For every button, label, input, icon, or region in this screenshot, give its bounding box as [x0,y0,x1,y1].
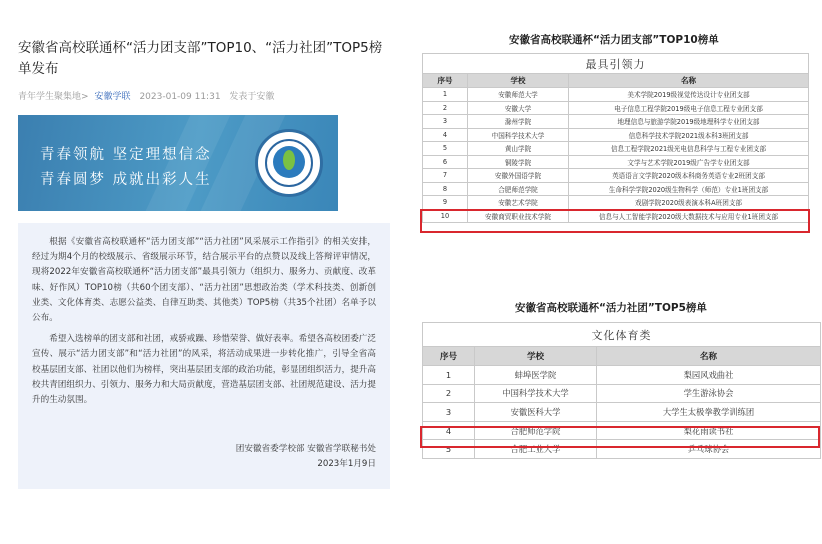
school-cell: 安徽外国语学院 [468,169,569,183]
table2-category: 文化体育类 [423,323,821,347]
name-cell: 文学与艺术学院2019级广告学专业团支部 [569,155,809,169]
name-cell: 电子信息工程学院2019级电子信息工程专业团支部 [569,101,809,115]
rank-cell: 4 [423,421,475,440]
breadcrumb-link[interactable]: 青年学生聚集地> [18,92,89,102]
name-cell: 生命科学学院2020级生物科学（师范）专业1班团支部 [569,182,809,196]
announcement-box [18,223,390,489]
name-cell: 大学生太极拳教学训练团 [597,403,821,422]
school-cell: 安徽师范大学 [468,88,569,102]
table2-header-school: 学校 [475,347,597,366]
rank-cell: 7 [423,169,468,183]
name-cell: 信息科学技术学院2021级本科3班团支部 [569,128,809,142]
name-cell: 英语语言文学院2020级本科商务英语专业2班团支部 [569,169,809,183]
article-header [18,38,392,102]
table-row [423,440,821,459]
club-top5-table [422,322,821,459]
name-cell: 乒乓球协会 [597,440,821,459]
name-cell: 信息工程学院2021级光电信息科学与工程专业团支部 [569,142,809,156]
table-row [423,142,809,156]
publish-location: 发表于安徽 [229,92,275,102]
publish-datetime: 2023-01-09 11:31 [139,92,221,102]
table-row [423,169,809,183]
table-row [423,196,809,210]
rank-cell: 3 [423,115,468,129]
issuing-organizations: 团安徽省委学校部 安徽省学联秘书处 [235,444,376,454]
rank-cell: 2 [423,101,468,115]
school-cell: 合肥师范学院 [475,421,597,440]
name-cell: 地理信息与旅游学院2019级地理科学专业团支部 [569,115,809,129]
banner-slogan-2: 青春圆梦 成就出彩人生 [40,172,212,188]
table-row [423,209,809,223]
table-row [423,421,821,440]
table-row [423,155,809,169]
table-row [423,88,809,102]
rank-cell: 1 [423,88,468,102]
school-cell: 黄山学院 [468,142,569,156]
name-cell: 梨园风戏曲社 [597,366,821,385]
name-cell: 信息与人工智能学院2020级大数据技术与应用专业1班团支部 [569,209,809,223]
rank-cell: 5 [423,142,468,156]
rank-cell: 1 [423,366,475,385]
table-row [423,182,809,196]
table-row [423,115,809,129]
banner-slogan-1: 青春领航 坚定理想信念 [40,147,212,163]
school-cell: 铜陵学院 [468,155,569,169]
name-cell: 学生游泳协会 [597,384,821,403]
rank-cell: 9 [423,196,468,210]
issue-date: 2023年1月9日 [317,459,376,469]
school-cell: 中国科学技术大学 [468,128,569,142]
table-row [423,366,821,385]
table2-title: 安徽省高校联通杯“活力社团”TOP5榜单 [515,302,707,314]
school-cell: 中国科学技术大学 [475,384,597,403]
table1-header-school: 学校 [468,74,569,88]
name-cell: 美术学院2019级视觉传达设计专业团支部 [569,88,809,102]
school-cell: 安徽商贸职业技术学院 [468,209,569,223]
rank-cell: 8 [423,182,468,196]
school-cell: 安徽大学 [468,101,569,115]
table2-header-name: 名称 [597,347,821,366]
table-row [423,403,821,422]
table1-category: 最具引领力 [423,54,809,74]
rank-cell: 10 [423,209,468,223]
table1-header-no: 序号 [423,74,468,88]
school-cell: 合肥工业大学 [475,440,597,459]
school-cell: 滁州学院 [468,115,569,129]
table-row [423,128,809,142]
school-cell: 安徽医科大学 [475,403,597,422]
school-cell: 安徽艺术学院 [468,196,569,210]
branch-top10-table [422,53,809,223]
rank-cell: 5 [423,440,475,459]
rank-cell: 4 [423,128,468,142]
name-cell: 戏剧学院2020级表演本科A班团支部 [569,196,809,210]
announcement-paragraph-1: 根据《安徽省高校联通杯“活力团支部”“活力社团”风采展示工作指引》的相关安排，经过为期4个月的校级展示、省级展示环节，结合展示平台的点赞以及线上答辩评审情况，现将2022年安徽省高校联通杯“活力团支部”最具引领力（组织力、服务力、贡献度、改革味、好作风）TOP10榜（共60个团支部）、“活力社团”思想政治类（学术科技类、创新创业类、文化体育类、志愿公益类、自律互助类、其他类）TOP5榜（共35个社团）名单予以公布。 [32,237,376,324]
school-cell: 合肥师范学院 [468,182,569,196]
article-banner [18,115,338,211]
table2-header-no: 序号 [423,347,475,366]
article-headline: 安徽省高校联通杯“活力团支部”TOP10、“活力社团”TOP5榜单发布 [18,40,383,77]
article-meta [18,89,392,102]
school-cell: 蚌埠医学院 [475,366,597,385]
table1-header-name: 名称 [569,74,809,88]
table-row [423,384,821,403]
rank-cell: 6 [423,155,468,169]
rank-cell: 2 [423,384,475,403]
table1-title: 安徽省高校联通杯“活力团支部”TOP10榜单 [509,34,719,46]
name-cell: 梨花雨读书社 [597,421,821,440]
rank-cell: 3 [423,403,475,422]
announcement-paragraph-2: 希望入选榜单的团支部和社团，戒骄戒躁、珍惜荣誉、做好表率。希望各高校团委广泛宣传、展示“活力团支部”和“活力社团”的风采，将活动成果进一步转化推广，引导全省高校基层团支部、社团以他们为榜样，突出基层团支部的政治功能，彰显团组织活力，提升高校共青团组织力、引领力、服务力和大局贡献度，营造基层团支部、社团规范建设、活力提升的生动氛围。 [32,334,376,406]
source-link[interactable]: 安徽学联 [94,92,131,102]
table-row [423,101,809,115]
youth-league-emblem-icon [255,129,323,197]
